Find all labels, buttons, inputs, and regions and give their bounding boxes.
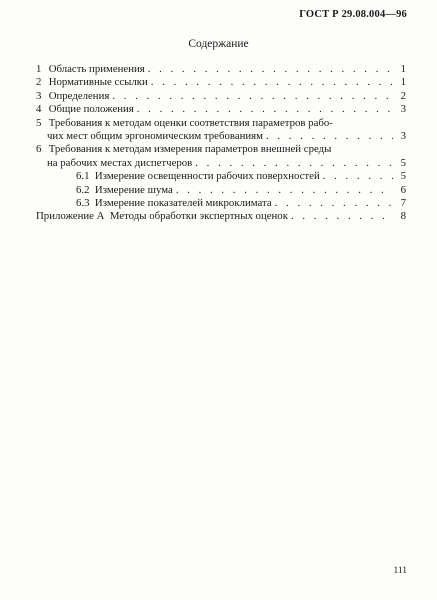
toc-item-title-line2: на рабочих местах диспетчеров bbox=[47, 156, 193, 169]
toc-item[interactable] bbox=[36, 63, 406, 76]
toc-item-title-line1: Требования к методам оценки соответствия параметров рабо- bbox=[48, 116, 333, 129]
leader-dots bbox=[151, 76, 393, 89]
standard-code: ГОСТ Р 29.08.004—96 bbox=[299, 9, 407, 20]
toc-item-number: 6.3 bbox=[76, 197, 90, 210]
leader-dots bbox=[148, 63, 393, 76]
toc-item-page: 3 bbox=[400, 103, 406, 116]
toc-appendix[interactable] bbox=[36, 210, 406, 223]
leader-dots bbox=[266, 130, 393, 143]
toc-item-number: 1 bbox=[36, 63, 42, 75]
toc-item-title: Общие положения bbox=[48, 103, 134, 116]
toc-item-page: 1 bbox=[400, 76, 406, 89]
toc-item[interactable] bbox=[36, 103, 406, 116]
leader-dots bbox=[275, 197, 393, 210]
toc-item-title: Измерение показателей микроклимата bbox=[94, 197, 272, 210]
toc-item-number: 4 bbox=[36, 103, 42, 116]
leader-dots bbox=[323, 170, 393, 183]
toc-item-page: 5 bbox=[400, 170, 406, 183]
toc-item-title: Область применения bbox=[48, 63, 145, 75]
leader-dots bbox=[137, 103, 393, 116]
toc-item-title: Определения bbox=[48, 89, 110, 102]
toc-item-page: 1 bbox=[400, 63, 406, 75]
leader-dots bbox=[195, 157, 393, 170]
toc-item-page: 6 bbox=[400, 183, 406, 196]
toc-item-number: 6.1 bbox=[76, 170, 90, 183]
toc-item-title: Приложение А Методы обработки экспертных оценок bbox=[36, 210, 288, 223]
toc-item-page: 5 bbox=[400, 156, 406, 169]
toc-subitem[interactable] bbox=[36, 197, 406, 210]
toc-item-number: 5 bbox=[36, 116, 42, 129]
toc-item-number: 6 bbox=[36, 143, 42, 156]
toc-item-page: 2 bbox=[400, 89, 406, 102]
toc-item-title: Измерение шума bbox=[94, 183, 173, 196]
toc-item[interactable] bbox=[36, 143, 406, 170]
toc-item-title: Измерение освещенности рабочих поверхностей bbox=[94, 170, 320, 183]
toc-item-number: 6.2 bbox=[76, 183, 90, 196]
toc-item[interactable] bbox=[36, 117, 406, 144]
toc-subitem[interactable] bbox=[36, 170, 406, 183]
toc-item-page: 7 bbox=[400, 197, 406, 210]
toc-item-number: 2 bbox=[36, 76, 42, 89]
toc-subitem[interactable] bbox=[36, 184, 406, 197]
page-number: 111 bbox=[393, 566, 407, 576]
leader-dots bbox=[112, 90, 393, 103]
toc-item-page: 8 bbox=[400, 210, 406, 223]
toc-item-page: 3 bbox=[400, 130, 406, 143]
toc-title: Содержание bbox=[188, 38, 249, 50]
table-of-contents bbox=[36, 63, 406, 224]
leader-dots bbox=[291, 210, 393, 223]
toc-item-number: 3 bbox=[36, 89, 42, 102]
leader-dots bbox=[176, 184, 393, 197]
toc-item-title-line1: Требования к методам измерения параметров внешней среды bbox=[48, 143, 332, 156]
toc-item[interactable] bbox=[36, 76, 406, 89]
toc-item[interactable] bbox=[36, 90, 406, 103]
toc-item-title-line2: чих мест общим эргономическим требованиям bbox=[47, 130, 263, 143]
toc-item-title: Нормативные ссылки bbox=[48, 76, 148, 89]
